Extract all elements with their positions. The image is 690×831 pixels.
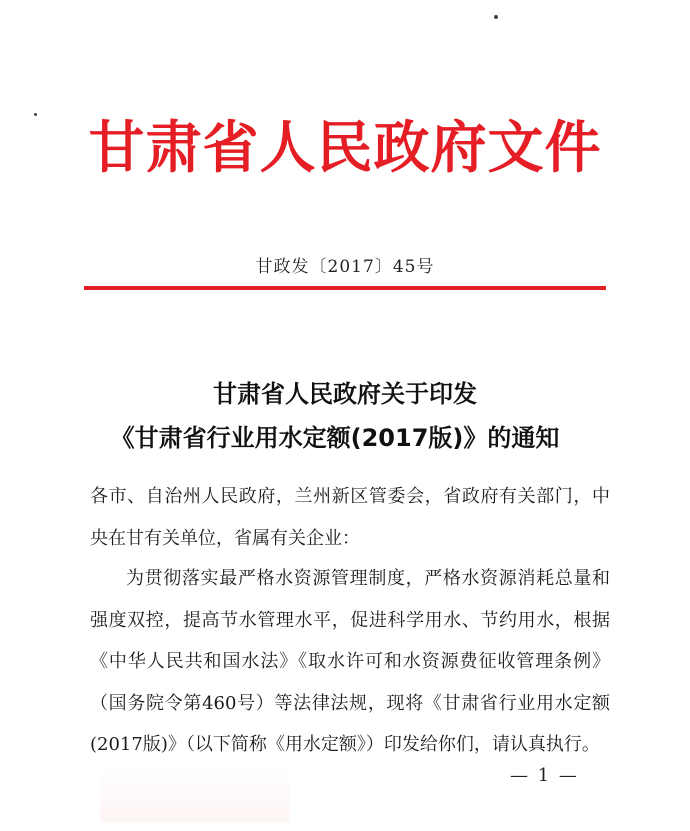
header-red-rule — [84, 286, 606, 290]
document-header-title: 甘肃省人民政府文件 — [88, 115, 602, 181]
page-number: — 1 — — [510, 765, 579, 786]
document-number: 甘政发〔2017〕45号 — [255, 257, 435, 277]
scan-speck — [34, 113, 37, 116]
faint-stamp-mark — [100, 762, 290, 822]
notice-title-line-2: 《甘肃省行业用水定额(2017版)》的通知 — [110, 424, 560, 452]
notice-title-line-1: 甘肃省人民政府关于印发 — [213, 380, 477, 408]
scan-speck — [494, 15, 498, 19]
salutation-paragraph: 各市、自治州人民政府，兰州新区管委会，省政府有关部门，中央在甘有关单位，省属有关企业： — [90, 486, 610, 549]
body-paragraph: 为贯彻落实最严格水资源管理制度，严格水资源消耗总量和强度双控，提高节水管理水平，促进科学用水、节约用水，根据《中华人民共和国水法》《取水许可和水资源费征收管理条例》（国务院令第460号）等法律法规，现将《甘肃省行业用水定额(2017版)》（以下简称《用水定额》）印发给你们，请认真执行。 — [90, 568, 610, 755]
